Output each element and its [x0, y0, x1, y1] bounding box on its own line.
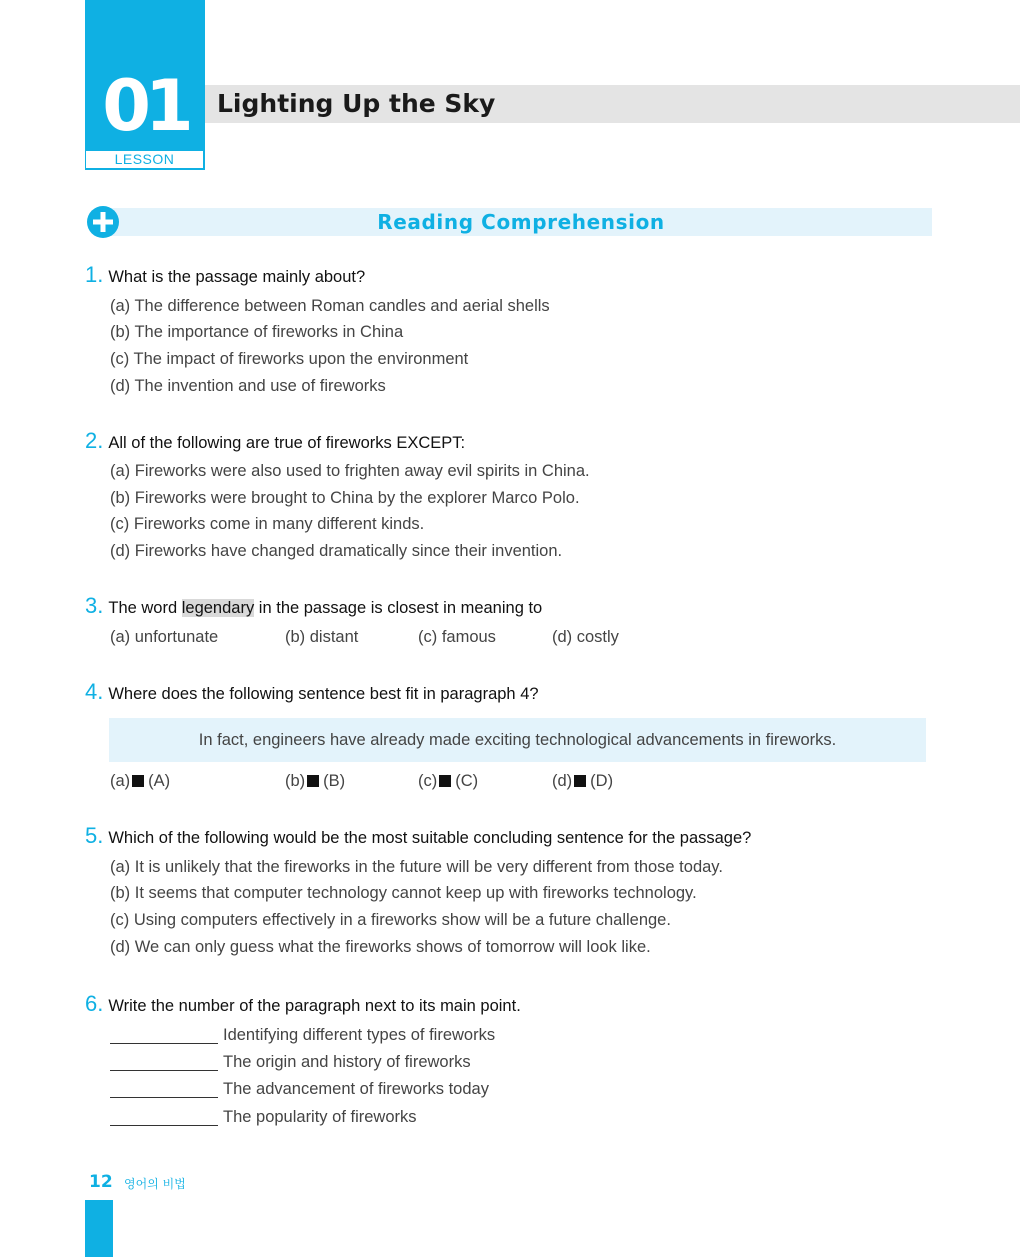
option: (b) distant: [285, 628, 359, 646]
option: (b) It seems that computer technology cannot keep up with fireworks technology.: [110, 884, 697, 902]
question-number: 2.: [85, 428, 104, 453]
question-1: [85, 262, 365, 288]
question-text: Write the number of the paragraph next to its main point.: [108, 997, 521, 1015]
footer-bar: [85, 1200, 113, 1257]
page-number: 12: [89, 1172, 113, 1192]
question-text: All of the following are true of fireworks EXCEPT:: [108, 434, 466, 452]
question-6: [85, 991, 521, 1017]
lesson-number: 01: [102, 65, 188, 147]
question-number: 1.: [85, 262, 104, 287]
option: (d) We can only guess what the fireworks shows of tomorrow will look like.: [110, 938, 651, 956]
answer-blank[interactable]: [110, 1125, 218, 1126]
option: (b) (B): [285, 772, 346, 790]
question-number: 6.: [85, 991, 104, 1016]
square-marker-icon: [439, 775, 451, 787]
option: (c) The impact of fireworks upon the environment: [110, 350, 469, 368]
option: (a) Fireworks were also used to frighten away evil spirits in China.: [110, 462, 590, 480]
main-point: The advancement of fireworks today: [223, 1080, 489, 1098]
option: (d) costly: [552, 628, 619, 646]
option: (c) famous: [418, 628, 496, 646]
section-title: Reading Comprehension: [377, 210, 665, 234]
highlighted-word: legendary: [181, 599, 255, 617]
question-4: [85, 679, 539, 705]
option: (b) The importance of fireworks in China: [110, 323, 404, 341]
answer-blank[interactable]: [110, 1043, 218, 1044]
question-text: Which of the following would be the most suitable concluding sentence for the passage?: [108, 829, 752, 847]
plus-circle-icon: [86, 205, 120, 239]
page-title: Lighting Up the Sky: [217, 89, 496, 118]
question-number: 5.: [85, 823, 104, 848]
question-text: What is the passage mainly about?: [108, 268, 366, 286]
question-text: The word: [108, 599, 182, 617]
book-title: 영어의 비법: [124, 1177, 186, 1191]
question-text: Where does the following sentence best fit in paragraph 4?: [108, 685, 539, 703]
option: (d) The invention and use of fireworks: [110, 377, 386, 395]
main-point: The origin and history of fireworks: [223, 1053, 471, 1071]
option: (d) Fireworks have changed dramatically since their invention.: [110, 542, 563, 560]
question-number: 4.: [85, 679, 104, 704]
lesson-label: LESSON: [86, 151, 203, 168]
option: (c) Using computers effectively in a fireworks show will be a future challenge.: [110, 911, 671, 929]
square-marker-icon: [132, 775, 144, 787]
option: (a) unfortunate: [110, 628, 219, 646]
square-marker-icon: [307, 775, 319, 787]
question-2: [85, 428, 465, 454]
question-5: [85, 823, 751, 849]
option: (c) Fireworks come in many different kinds.: [110, 515, 425, 533]
question-text: in the passage is closest in meaning to: [254, 599, 543, 617]
option: (a) It is unlikely that the fireworks in the future will be very different from those today.: [110, 858, 723, 876]
main-point: Identifying different types of fireworks: [223, 1026, 496, 1044]
answer-blank[interactable]: [110, 1097, 218, 1098]
main-point: The popularity of fireworks: [223, 1108, 417, 1126]
insert-sentence: In fact, engineers have already made exciting technological advancements in fireworks.: [198, 731, 837, 749]
question-3: [85, 593, 542, 619]
answer-blank[interactable]: [110, 1070, 218, 1071]
option: (d) (D): [552, 772, 614, 790]
square-marker-icon: [574, 775, 586, 787]
option: (a) The difference between Roman candles and aerial shells: [110, 297, 550, 315]
question-number: 3.: [85, 593, 104, 618]
option: (b) Fireworks were brought to China by the explorer Marco Polo.: [110, 489, 580, 507]
option: (a) (A): [110, 772, 171, 790]
option: (c) (C): [418, 772, 479, 790]
